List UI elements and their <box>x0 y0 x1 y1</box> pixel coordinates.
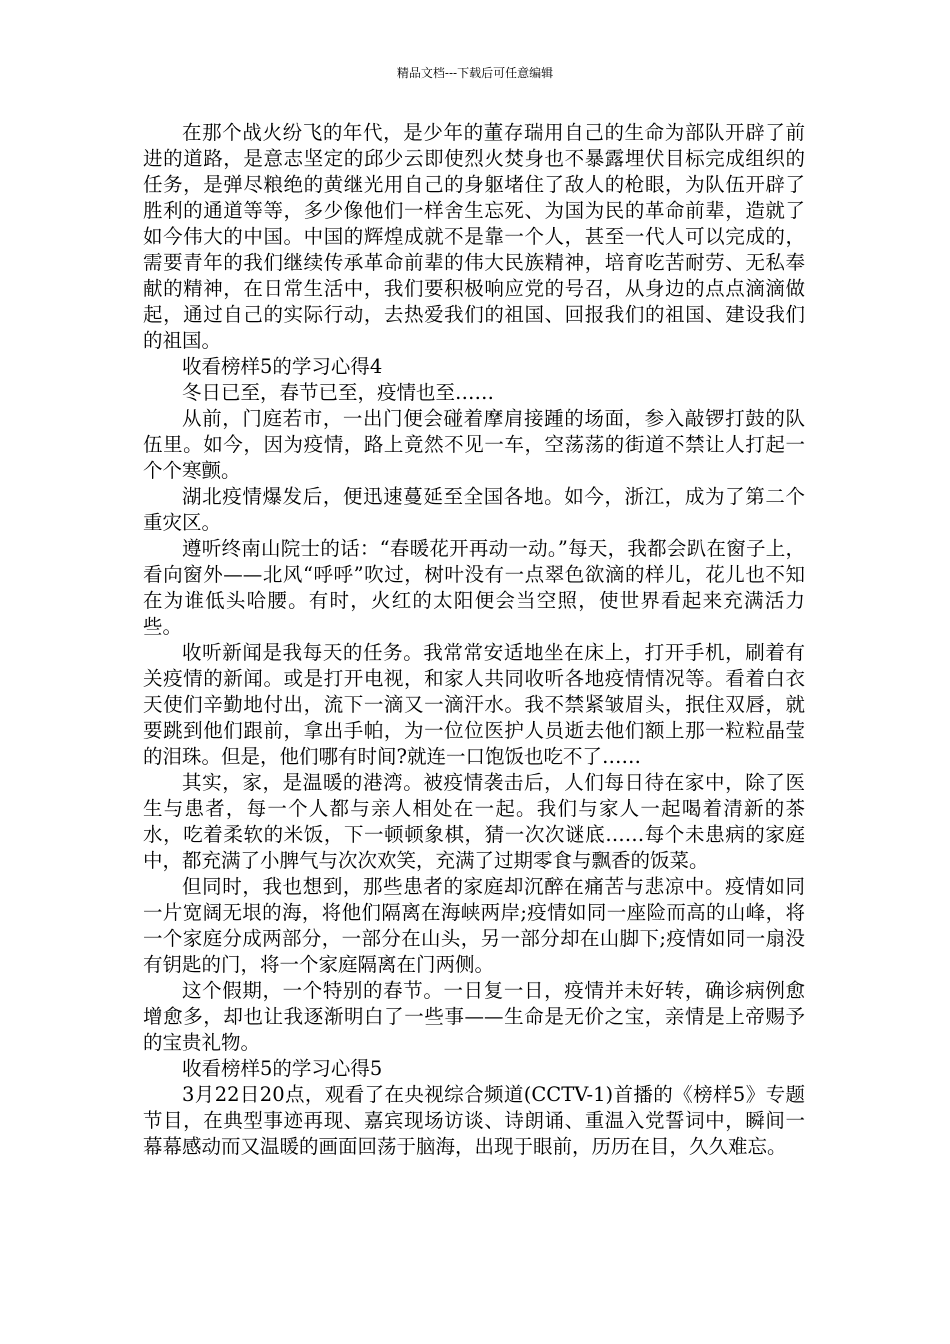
section-heading: 收看榜样5的学习心得5 <box>182 1057 383 1080</box>
paragraph: 湖北疫情爆发后，便迅速蔓延至全国各地。如今，浙江，成为了第二个重灾区。 <box>143 485 805 534</box>
paragraph: 遵听终南山院士的话：“春暖花开再动一动。”每天，我都会趴在窗子上，看向窗外——北风“呼呼”吹过，树叶没有一点翠色欲滴的样儿，花儿也不知在为谁低头哈腰。有时，火红的太阳便会当空照，使世界看起来充满活力些。 <box>143 537 805 638</box>
document-body <box>143 120 805 1160</box>
paragraph: 在那个战火纷飞的年代，是少年的董存瑞用自己的生命为部队开辟了前进的道路，是意志坚定的邱少云即使烈火焚身也不暴露埋伏目标完成组织的任务，是弹尽粮绝的黄继光用自己的身躯堵住了敌人的枪眼，为队伍开辟了胜利的通道等等，多少像他们一样舍生忘死、为国为民的革命前辈，造就了如今伟大的中国。中国的辉煌成就不是靠一个人，甚至一代人可以完成的，需要青年的我们继续传承革命前辈的伟大民族精神，培育吃苦耐劳、无私奉献的精神，在日常生活中，我们要积极响应党的号召，从身边的点点滴滴做起，通过自己的实际行动，去热爱我们的祖国、回报我们的祖国、建设我们的祖国。 <box>143 121 805 352</box>
paragraph: 收听新闻是我每天的任务。我常常安适地坐在床上，打开手机，刷着有关疫情的新闻。或是打开电视，和家人共同收听各地疫情情况等。看着白衣天使们辛勤地付出，流下一滴又一滴汗水。我不禁紧皱眉头，抿住双唇，就要跳到他们跟前，拿出手帕，为一位位医护人员逝去他们额上那一粒粒晶莹的泪珠。但是，他们哪有时间?就连一口饱饭也吃不了…… <box>143 641 805 768</box>
paragraph: 这个假期，一个特别的春节。一日复一日，疫情并未好转，确诊病例愈增愈多，却也让我逐渐明白了一些事——生命是无价之宝，亲情是上帝赐予的宝贵礼物。 <box>143 979 805 1054</box>
page-header: 精品文档---下载后可任意编辑 <box>396 66 554 80</box>
paragraph: 但同时，我也想到，那些患者的家庭却沉醉在痛苦与悲凉中。疫情如同一片宽阔无垠的海，将他们隔离在海峡两岸;疫情如同一座险而高的山峰，将一个家庭分成两部分，一部分在山头，另一部分却在山脚下;疫情如同一扇没有钥匙的门，将一个家庭隔离在门两侧。 <box>143 875 805 976</box>
paragraph: 冬日已至，春节已至，疫情也至…… <box>182 381 495 404</box>
paragraph: 从前，门庭若市，一出门便会碰着摩肩接踵的场面，参入敲锣打鼓的队伍里。如今，因为疫情，路上竟然不见一车，空荡荡的街道不禁让人打起一个个寒颤。 <box>143 407 805 482</box>
section-heading: 收看榜样5的学习心得4 <box>182 355 383 378</box>
paragraph: 其实，家，是温暖的港湾。被疫情袭击后，人们每日待在家中，除了医生与患者，每一个人都与亲人相处在一起。我们与家人一起喝着清新的茶水，吃着柔软的米饭，下一顿顿象棋，猜一次次谜底……每个未患病的家庭中，都充满了小脾气与次次欢笑，充满了过期零食与飘香的饭菜。 <box>143 771 805 872</box>
paragraph: 3月22日20点，观看了在央视综合频道(CCTV-1)首播的《榜样5》专题节目，在典型事迹再现、嘉宾现场访谈、诗朗诵、重温入党誓词中，瞬间一幕幕感动而又温暖的画面回荡于脑海，出现于眼前，历历在目，久久难忘。 <box>143 1083 805 1158</box>
